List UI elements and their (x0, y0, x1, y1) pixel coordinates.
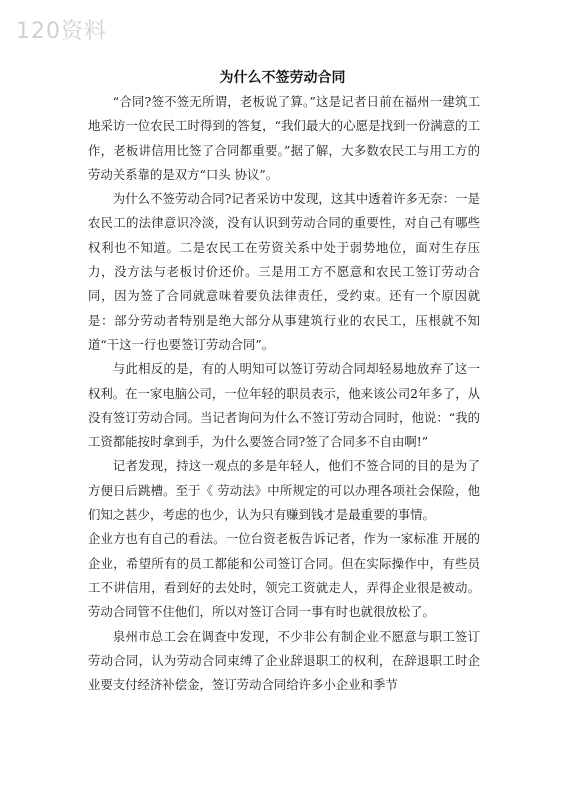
paragraph-4: 记者发现，持这一观点的多是年轻人，他们不签合同的目的是为了方便日后跳槽。至于《 劳动法》中所规定的可以办理各项社会保险，他们知之甚少，考虑的也少，认为只有赚到钱才是最重要的事情。 (88, 458, 480, 523)
paragraph-5: 企业方也有自己的看法。一位台资老板告诉记者，作为一家标准 开展的企业，希望所有的员工都能和公司签订合同。但在实际操作中，有些员工不讲信用，看到好的去处时，领完工资就走人，弄得企业很是被动。劳动合同管不住他们，所以对签订合同一事有时也就很放松了。 (88, 531, 480, 620)
paragraph-6: 泉州市总工会在调查中发现，不少非公有制企业不愿意与职工签订劳动合同，认为劳动合同束缚了企业辞退职工的权利，在辞退职工时企业要支付经济补偿金，签订劳动合同给许多小企业和季节 (88, 628, 480, 693)
paragraph-1: “合同?签不签无所谓，老板说了算。”这是记者日前在福州一建筑工地采访一位农民工时得到的答复，“我们最大的心愿是找到一份满意的工作，老板讲信用比签了合同都重要。”据了解，大多数农民工与用工方的劳动关系靠的是双方“口头 协议”。 (88, 94, 480, 182)
watermark: 120资料 (16, 19, 107, 44)
article-body (88, 90, 480, 697)
page-title: 为什么不签劳动合同 (219, 70, 346, 86)
paragraph-3: 与此相反的是，有的人明知可以签订劳动合同却轻易地放弃了这一权利。在一家电脑公司，一位年轻的职员表示，他来该公司2年多了，从没有签订劳动合同。当记者询问为什么不签订劳动合同时，他说：“我的 工资都能按时拿到手，为什么要签合同?签了合同多不自由啊!” (88, 361, 480, 450)
paragraph-2: 为什么不签劳动合同?记者采访中发现，这其中透着许多无奈：一是农民工的法律意识冷淡，没有认识到劳动合同的重要性，对自己有哪些权利也不知道。二是农民工在劳资关系中处于弱势地位，面对生存压力，没方法与老板讨价还价。三是用工方不愿意和农民工签订劳动合同，因为签了合同就意味着要负法律责任，受约束。还有一个原因就是：部分劳动者特别是绝大部分从事建筑行业的农民工，压根就不知道“干这一行也要签订劳动合同”。 (88, 191, 480, 352)
